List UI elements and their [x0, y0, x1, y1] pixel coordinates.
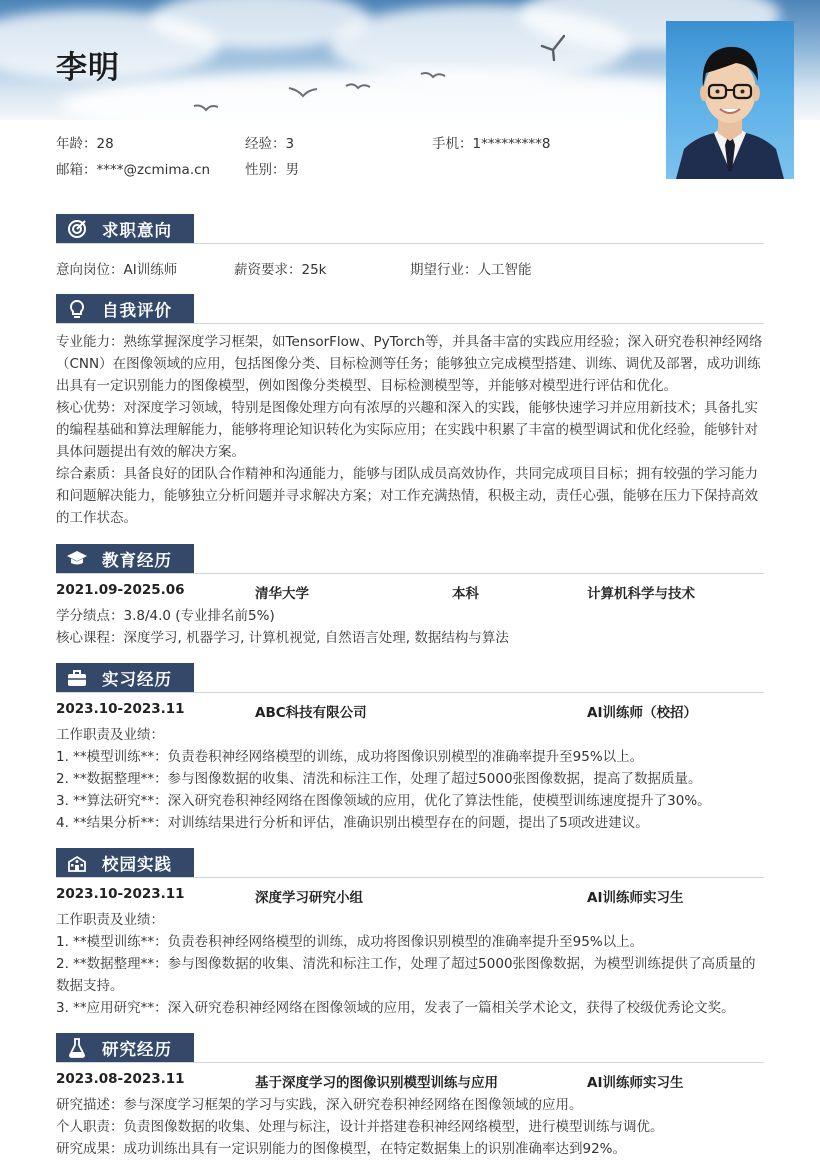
- internship-line: 工作职责及业绩：: [56, 727, 164, 743]
- section-title: 教育经历: [102, 551, 172, 570]
- section-header-internship: [56, 663, 194, 693]
- education-period: 2021.09-2025.06: [56, 582, 185, 598]
- self-eval-text: [56, 331, 766, 529]
- seagull-icon: [288, 86, 318, 98]
- intent-salary: 薪资要求：25k: [234, 262, 327, 278]
- lightbulb-icon: [62, 294, 92, 324]
- campus-role: AI训练师实习生: [587, 890, 684, 906]
- phone-field: 手机：1*********8: [432, 136, 551, 152]
- campus-header-row: [56, 886, 766, 908]
- campus-period: 2023.10-2023.11: [56, 886, 185, 902]
- avatar-illustration: [666, 21, 794, 179]
- section-header-education: [56, 544, 194, 574]
- divider: [56, 323, 764, 324]
- section-header-self-eval: [56, 294, 194, 324]
- divider: [56, 1062, 764, 1063]
- age-field: 年龄：28: [56, 136, 114, 152]
- education-line: 学分绩点：3.8/4.0 (专业排名前5%): [56, 608, 275, 624]
- research-period: 2023.08-2023.11: [56, 1071, 185, 1087]
- education-header-row: [56, 582, 766, 604]
- education-major: 计算机科学与技术: [587, 586, 695, 602]
- flask-icon: [62, 1033, 92, 1063]
- internship-details: [56, 724, 766, 834]
- briefcase-icon: [62, 663, 92, 693]
- self-eval-paragraph: 综合素质：具备良好的团队合作精神和沟通能力，能够与团队成员高效协作，共同完成项目目标；拥有较强的学习能力和问题解决能力，能够独立分析问题并寻求解决方案；对工作充满热情，积极主动，责任心强，能够在压力下保持高效的工作状态。: [56, 466, 758, 526]
- divider: [56, 692, 764, 693]
- cloud-decoration: [60, 70, 760, 120]
- graduation-cap-icon: [62, 544, 92, 574]
- internship-header-row: [56, 701, 766, 723]
- research-line: 个人职责：负责图像数据的收集、处理与标注，设计并搭建卷积神经网络模型，进行模型训练与调优。: [56, 1119, 664, 1135]
- research-role: AI训练师实习生: [587, 1075, 684, 1091]
- seagull-icon: [540, 32, 566, 62]
- email-field: 邮箱：****@zcmima.cn: [56, 162, 211, 178]
- education-details: [56, 605, 766, 649]
- campus-line: 2. **数据整理**：参与图像数据的收集、清洗和标注工作，处理了超过5000张图像数据，为模型训练提供了高质量的数据支持。: [56, 956, 756, 994]
- seagull-icon: [420, 70, 446, 82]
- candidate-name: 李明: [56, 50, 120, 86]
- seagull-icon: [193, 102, 219, 114]
- section-title: 自我评价: [102, 301, 172, 320]
- education-school: 清华大学: [255, 586, 309, 602]
- internship-line: 3. **算法研究**：深入研究卷积神经网络在图像领域的应用，优化了算法性能，使模型训练速度提升了30%。: [56, 793, 711, 809]
- target-icon: [62, 214, 92, 244]
- gender-field: 性别：男: [245, 162, 299, 178]
- divider: [56, 243, 764, 244]
- internship-company: ABC科技有限公司: [255, 705, 367, 721]
- section-title: 校园实践: [102, 855, 172, 874]
- research-details: [56, 1094, 766, 1160]
- campus-org: 深度学习研究小组: [255, 890, 363, 906]
- internship-line: 2. **数据整理**：参与图像数据的收集、清洗和标注工作，处理了超过5000张图像数据，提高了数据质量。: [56, 771, 702, 787]
- internship-line: 4. **结果分析**：对训练结果进行分析和评估，准确识别出模型存在的问题，提出了5项改进建议。: [56, 815, 649, 831]
- intent-industry: 期望行业：人工智能: [410, 262, 532, 278]
- self-eval-paragraph: 专业能力：熟练掌握深度学习框架，如TensorFlow、PyTorch等，并具备丰富的实践应用经验；深入研究卷积神经网络（CNN）在图像领域的应用，包括图像分类、目标检测等任务；能够独立完成模型搭建、训练、调优及部署，成功训练出具有一定识别能力的图像模型，例如图像分类模型、目标检测模型等，并能够对模型进行评估和优化。: [56, 334, 763, 394]
- campus-line: 工作职责及业绩：: [56, 912, 164, 928]
- self-eval-paragraph: 核心优势：对深度学习领域，特别是图像处理方向有浓厚的兴趣和深入的实践，能够快速学习并应用新技术；具备扎实的编程基础和算法理解能力，能够将理论知识转化为实际应用；在实践中积累了丰富的模型调试和优化经验，能够针对具体问题提出有效的解决方案。: [56, 400, 758, 460]
- campus-line: 3. **应用研究**：深入研究卷积神经网络在图像领域的应用，发表了一篇相关学术论文，获得了校级优秀论文奖。: [56, 1000, 735, 1016]
- seagull-icon: [345, 80, 371, 92]
- internship-role: AI训练师（校招）: [587, 705, 697, 721]
- campus-details: [56, 909, 766, 1019]
- profile-photo: [666, 21, 794, 179]
- section-header-campus: [56, 848, 194, 878]
- experience-field: 经验：3: [245, 136, 295, 152]
- research-line: 研究成果：成功训练出具有一定识别能力的图像模型，在特定数据集上的识别准确率达到92%。: [56, 1141, 627, 1157]
- divider: [56, 877, 764, 878]
- research-line: 研究描述：参与深度学习框架的学习与实践，深入研究卷积神经网络在图像领域的应用。: [56, 1097, 583, 1113]
- section-title: 求职意向: [102, 221, 172, 240]
- internship-line: 1. **模型训练**：负责卷积神经网络模型的训练，成功将图像识别模型的准确率提升至95%以上。: [56, 749, 644, 765]
- campus-line: 1. **模型训练**：负责卷积神经网络模型的训练，成功将图像识别模型的准确率提升至95%以上。: [56, 934, 644, 950]
- school-building-icon: [62, 848, 92, 878]
- section-header-research: [56, 1033, 194, 1063]
- section-title: 实习经历: [102, 670, 172, 689]
- intent-position: 意向岗位：AI训练师: [56, 262, 178, 278]
- education-line: 核心课程：深度学习, 机器学习, 计算机视觉, 自然语言处理, 数据结构与算法: [56, 630, 509, 646]
- section-header-intent: [56, 214, 194, 244]
- divider: [56, 573, 764, 574]
- research-header-row: [56, 1071, 766, 1093]
- section-title: 研究经历: [102, 1040, 172, 1059]
- education-degree: 本科: [452, 586, 479, 602]
- internship-period: 2023.10-2023.11: [56, 701, 185, 717]
- research-project: 基于深度学习的图像识别模型训练与应用: [255, 1075, 498, 1091]
